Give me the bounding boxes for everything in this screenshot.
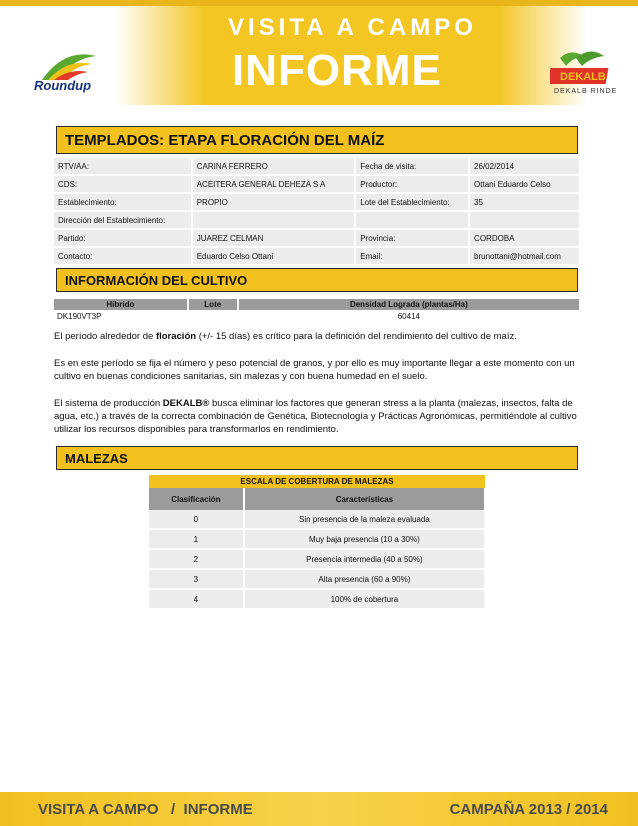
weed-scale-table — [149, 475, 486, 610]
info-value: CARINA FERRERO — [192, 158, 356, 175]
svg-text:DEKALB: DEKALB — [560, 71, 606, 83]
header-top-title: VISITA A CAMPO — [228, 14, 477, 41]
section-title-malezas: MALEZAS — [56, 446, 578, 470]
info-value: PROPIO — [192, 193, 356, 211]
weed-description: 100% de cobertura — [244, 589, 485, 609]
table-row — [149, 589, 485, 609]
info-value: ACEITERA GENERAL DEHEZA S A — [192, 175, 356, 193]
info-label: Dirección del Establecimiento: — [54, 211, 192, 229]
weed-class: 4 — [149, 589, 244, 609]
table-caption-row — [149, 475, 485, 488]
header-strip — [0, 0, 638, 6]
info-label: Partido: — [54, 229, 192, 247]
info-label: RTV/AA: — [54, 158, 192, 175]
info-value: CORDOBA — [469, 229, 580, 247]
info-label: Provincia: — [355, 229, 469, 247]
info-label — [355, 211, 469, 229]
table-row — [149, 529, 485, 549]
info-value: 26/02/2014 — [469, 158, 580, 175]
info-label: Productor: — [355, 175, 469, 193]
weed-scale-caption: ESCALA DE COBERTURA DE MALEZAS — [149, 475, 485, 488]
header-main-title: INFORME — [232, 46, 442, 95]
crop-density: 60414 — [397, 312, 420, 321]
visit-info-table — [54, 158, 581, 266]
column-header: Características — [244, 488, 485, 510]
column-header: Densidad Lograda (plantas/Ha) — [238, 299, 580, 310]
weed-class: 3 — [149, 569, 244, 589]
info-value: Eduardo Celso Ottani — [192, 247, 356, 265]
info-value: Ottani Eduardo Celso — [469, 175, 580, 193]
weed-class: 0 — [149, 510, 244, 529]
table-row — [54, 211, 580, 229]
info-label: Contacto: — [54, 247, 192, 265]
info-value — [192, 211, 356, 229]
table-row — [149, 569, 485, 589]
info-value: 35 — [469, 193, 580, 211]
info-label: Fecha de visita: — [355, 158, 469, 175]
info-value: JUAREZ CELMAN — [192, 229, 356, 247]
crop-table — [54, 299, 581, 323]
weed-description: Sin presencia de la maleza evaluada — [244, 510, 485, 529]
weed-description: Alta presencia (60 a 90%) — [244, 569, 485, 589]
paragraph-sistema-dekalb: El sistema de producción DEKALB® busca eliminar los factores que generan stress a la planta (malezas, insectos, falta de agua, etc.) a través de la correcta combinación de Genética, Biotecnología y Prácticas Agronómicas, permitiéndole al cultivo utilizar los recursos disponibles para transformarlos en rendimiento. — [54, 398, 577, 435]
info-label: Lote del Establecimiento: — [355, 193, 469, 211]
section-title-templados: TEMPLADOS: ETAPA FLORACIÓN DEL MAÍZ — [56, 126, 578, 154]
info-label: Establecimiento: — [54, 193, 192, 211]
column-header: Híbrido — [54, 299, 188, 310]
table-row — [54, 310, 580, 323]
roundup-logo-text: Roundup — [34, 78, 92, 93]
paragraph-numero-granos: Es en este período se fija el número y peso potencial de granos, y por ello es muy importante llegar a este momento con un cultivo en buenas condiciones sanitarias, sin malezas y con buena humedad en el suelo. — [54, 358, 575, 382]
table-header-row — [54, 299, 580, 310]
footer-left-text: VISITA A CAMPO / INFORME — [38, 801, 253, 818]
footer-right-text: CAMPAÑA 2013 / 2014 — [449, 801, 608, 818]
info-label: CDS: — [54, 175, 192, 193]
table-row — [54, 158, 580, 175]
weed-description: Presencia intermedia (40 a 50%) — [244, 549, 485, 569]
weed-class: 1 — [149, 529, 244, 549]
section-title-cultivo: INFORMACIÓN DEL CULTIVO — [56, 268, 578, 292]
column-header: Lote — [188, 299, 238, 310]
weed-description: Muy baja presencia (10 a 30%) — [244, 529, 485, 549]
table-row — [54, 193, 580, 211]
dekalb-subtitle: DEKALB RINDE — [554, 88, 618, 95]
paragraph-floracion: El período alrededor de floración (+/- 15 días) es crítico para la definición del rendimiento del cultivo de maíz. — [54, 331, 517, 342]
table-header-row — [149, 488, 485, 510]
info-value — [469, 211, 580, 229]
crop-lot — [188, 310, 238, 323]
column-header: Clasificación — [149, 488, 244, 510]
dekalb-logo-icon — [550, 48, 616, 90]
crop-hybrid: DK190VT3P — [57, 312, 102, 321]
table-row — [149, 510, 485, 529]
table-row — [54, 247, 580, 265]
info-value: brunottani@hotmail.com — [469, 247, 580, 265]
weed-class: 2 — [149, 549, 244, 569]
table-row — [54, 175, 580, 193]
table-row — [149, 549, 485, 569]
table-row — [54, 229, 580, 247]
info-label: Email: — [355, 247, 469, 265]
